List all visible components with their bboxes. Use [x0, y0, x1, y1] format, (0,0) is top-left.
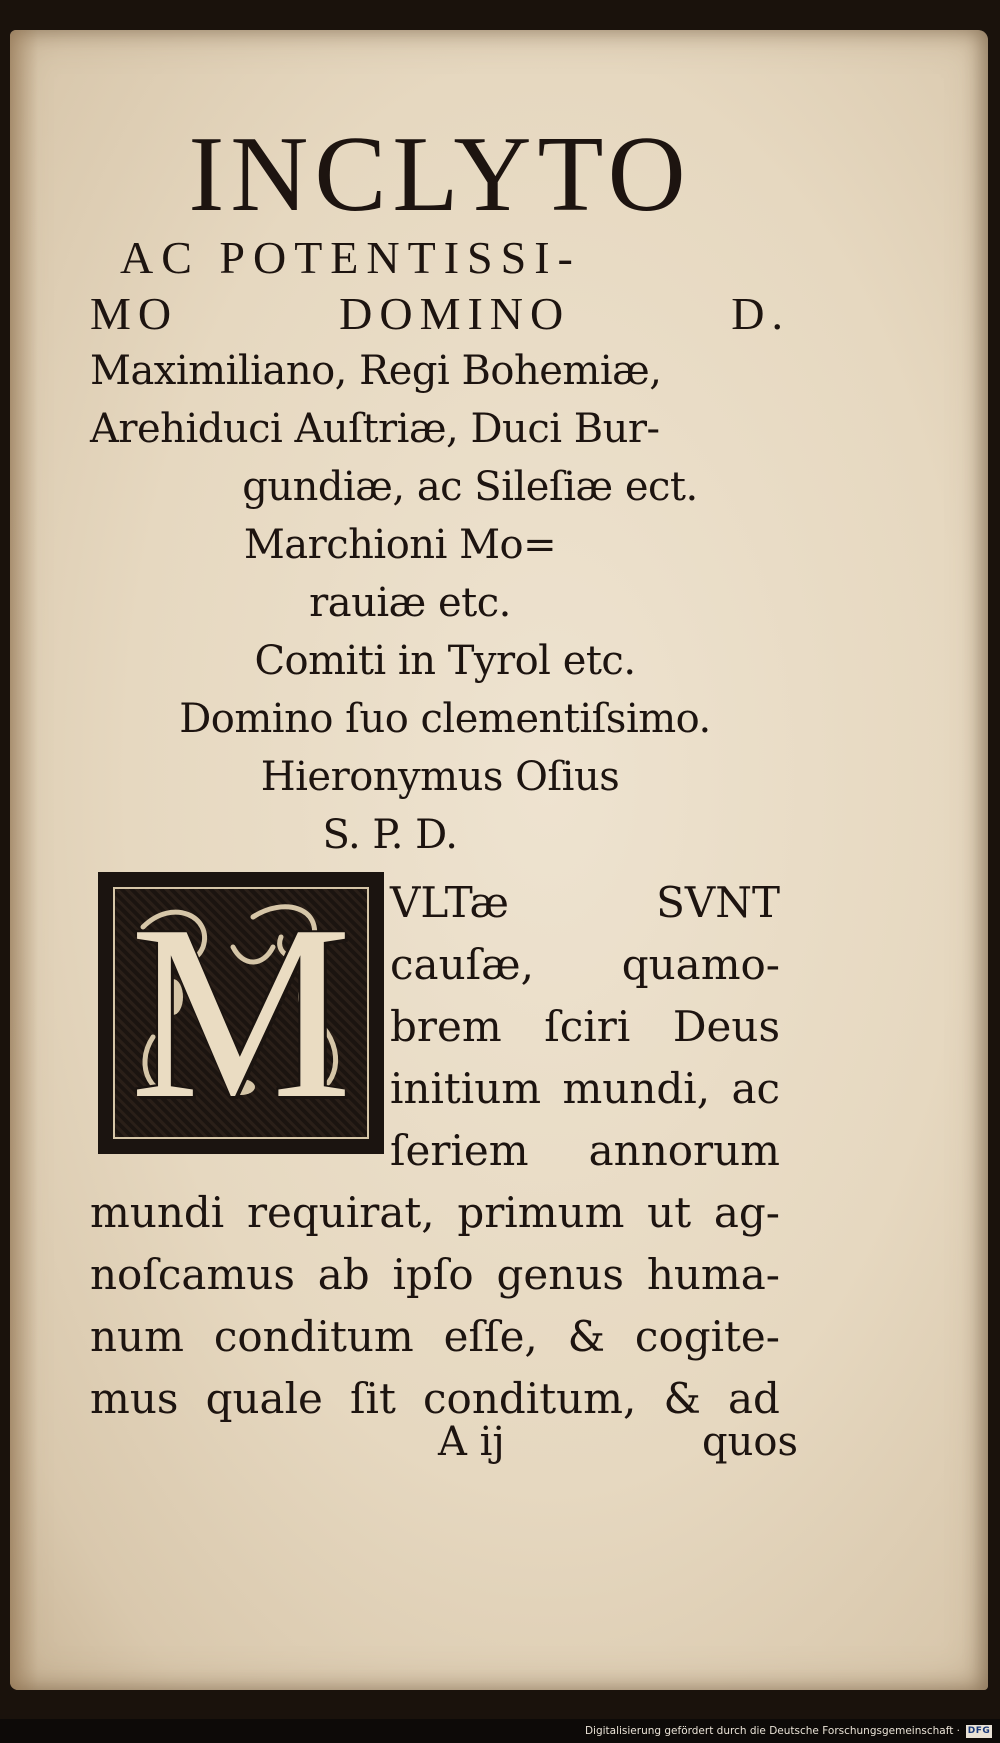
page-footer-line — [438, 1419, 798, 1465]
body-line — [90, 1306, 780, 1368]
title-line-1: INCLYTO — [188, 115, 692, 234]
word: & — [663, 1374, 701, 1423]
word: ſciri — [544, 1002, 631, 1051]
word: primum — [457, 1188, 625, 1237]
text-beside-initial — [390, 872, 780, 1182]
body-line — [390, 1058, 780, 1120]
word: ipſo — [392, 1250, 474, 1299]
dedication-line: Hieronymus Oſius — [260, 754, 620, 800]
digitization-credit-bar — [0, 1719, 1000, 1743]
book-page — [10, 30, 988, 1690]
title-line-2: AC POTENTISSI- — [120, 232, 581, 283]
word: & — [567, 1312, 606, 1361]
word: noſcamus — [90, 1250, 295, 1299]
signature-mark: A ij — [438, 1419, 505, 1465]
word: genus — [496, 1250, 624, 1299]
word: ac — [731, 1064, 780, 1113]
word: ſit — [350, 1374, 396, 1423]
dedication-line: Comiti in Tyrol etc. — [254, 638, 636, 684]
decorated-initial — [98, 872, 384, 1154]
title-line-3-word-2: DOMINO — [339, 288, 571, 339]
word: huma‐ — [646, 1250, 780, 1299]
body-line — [390, 872, 780, 934]
dfg-logo-icon: DFG — [967, 1726, 991, 1736]
dedication-line: gundiæ, ac Sileſiæ ect. — [242, 464, 698, 510]
dedication-line: Arehiduci Auſtriæ, Duci Bur‐ — [90, 406, 660, 452]
word: cauſæ, — [390, 940, 534, 989]
dedication-line: Maximiliano, Regi Bohemiæ, — [90, 348, 662, 394]
word: num — [90, 1312, 184, 1361]
word: quale — [205, 1374, 323, 1423]
word: mundi — [90, 1188, 225, 1237]
title-line-3-word-1: MO — [90, 288, 179, 339]
word: eſſe, — [443, 1312, 538, 1361]
title-line-3 — [90, 286, 790, 342]
word: ab — [317, 1250, 370, 1299]
word: requirat, — [246, 1188, 435, 1237]
word: VLTæ — [390, 878, 510, 927]
page-gutter-shadow — [10, 30, 38, 1690]
body-line — [390, 934, 780, 996]
dedication-heading-block — [90, 90, 790, 864]
text-below-initial — [90, 1182, 780, 1430]
body-line — [90, 1182, 780, 1244]
word: initium — [390, 1064, 542, 1113]
word: mundi, — [562, 1064, 711, 1113]
word: Deus — [672, 1002, 780, 1051]
word: SVNT — [656, 878, 780, 927]
dedication-line: rauiæ etc. — [309, 580, 511, 626]
dedication-line: S. P. D. — [322, 812, 458, 858]
word: cogite‐ — [634, 1312, 780, 1361]
word: annorum — [588, 1126, 780, 1175]
body-line — [90, 1244, 780, 1306]
initial-letter: M — [129, 874, 353, 1151]
title-line-3-word-3: D. — [731, 288, 790, 339]
catchword: quos — [702, 1419, 798, 1465]
dedication-line: Domino ſuo clementiſsimo. — [179, 696, 711, 742]
word: ſeriem — [390, 1126, 529, 1175]
word: ut — [647, 1188, 692, 1237]
body-line — [390, 996, 780, 1058]
digitization-credit: Digitalisierung gefördert durch die Deutsche Forschungsgemeinschaft · — [584, 1725, 960, 1737]
word: conditum, — [423, 1374, 637, 1423]
dedication-line: Marchioni Mo= — [243, 522, 557, 568]
word: quamo‐ — [621, 940, 780, 989]
word: mus — [90, 1374, 179, 1423]
word: ag‐ — [713, 1188, 780, 1237]
word: brem — [390, 1002, 502, 1051]
body-line — [390, 1120, 780, 1182]
word: conditum — [213, 1312, 414, 1361]
word: ad — [728, 1374, 780, 1423]
